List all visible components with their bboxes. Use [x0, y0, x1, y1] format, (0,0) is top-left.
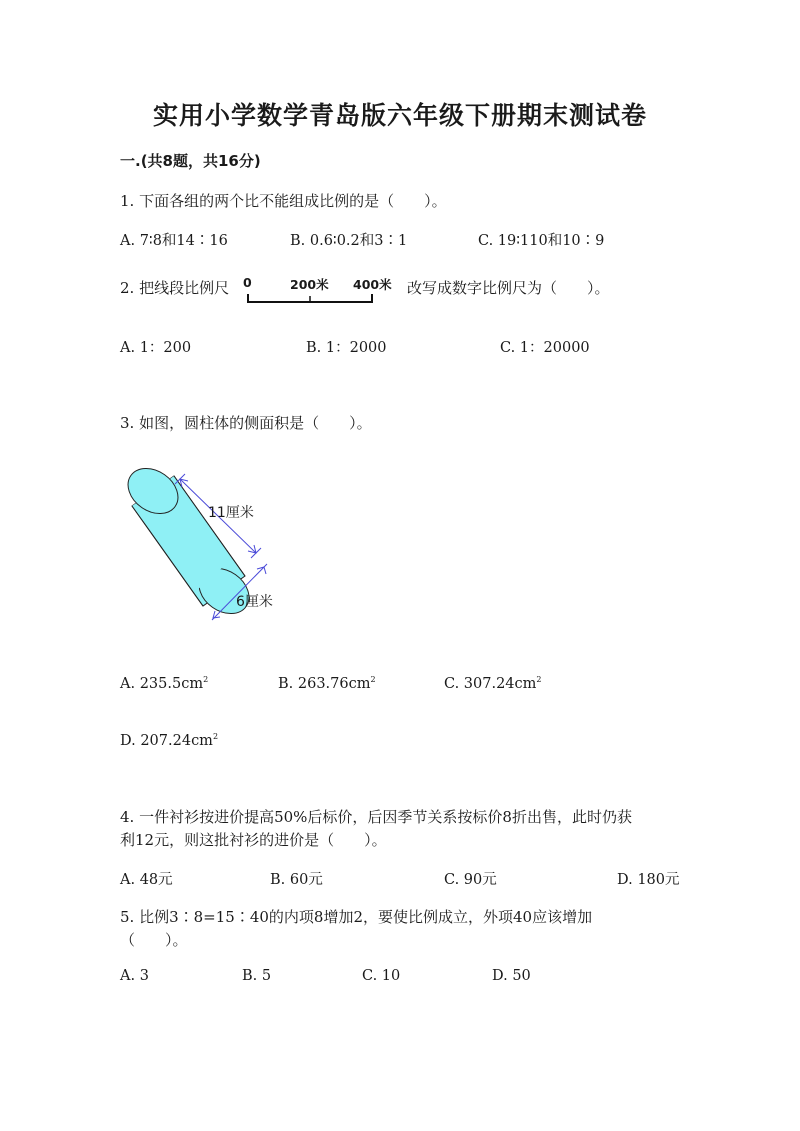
cylinder-height-label: 11厘米: [208, 505, 254, 521]
scale-label-200: 200米: [290, 277, 329, 292]
question-5-stem-line2: （ ）。: [120, 931, 188, 949]
page-title: 实用小学数学青岛版六年级下册期末测试卷: [152, 101, 647, 130]
q4-option-b: B. 60元: [270, 872, 323, 888]
question-3-stem: 3. 如图，圆柱体的侧面积是（ ）。: [120, 414, 372, 432]
q3-option-c: C. $307.24cm^2$: [444, 675, 542, 692]
question-2-stem-after: 改写成数字比例尺为（ ）。: [407, 279, 610, 297]
question-4-stem-line2: 利12元，则这批衬衫的进价是（ ）。: [120, 831, 387, 849]
q5-option-a: A. 3: [120, 968, 149, 984]
q5-option-c: C. 10: [362, 968, 401, 984]
scale-bar: [240, 290, 400, 306]
cylinder-diameter-label: 6厘米: [236, 594, 273, 610]
q5-option-b: B. 5: [242, 968, 272, 984]
q2-option-c: C. 1：20000: [500, 340, 590, 356]
question-1-stem: 1. 下面各组的两个比不能组成比例的是（ ）。: [120, 192, 447, 210]
q4-option-a: A. 48元: [120, 872, 173, 888]
q4-option-d: D. 180元: [617, 872, 680, 888]
line-scale-figure: [240, 272, 400, 306]
question-2-stem-before: 2. 把线段比例尺: [120, 279, 230, 297]
q2-option-b: B. 1：2000: [306, 340, 387, 356]
scale-label-0: 0: [243, 275, 252, 290]
q2-option-a: A. 1：200: [120, 340, 192, 356]
q5-option-d: D. 50: [492, 968, 531, 984]
q3-option-a: A. $235.5cm^2$: [120, 675, 209, 692]
q3-option-b: B. $263.76cm^2$: [278, 675, 376, 692]
q1-option-a: A. 7∶8和14∶16: [120, 233, 228, 249]
q4-option-c: C. 90元: [444, 872, 497, 888]
question-4-stem-line1: 4. 一件衬衫按进价提高50%后标价，后因季节关系按标价8折出售，此时仍获: [120, 808, 632, 826]
q3-option-d: D. $207.24cm^2$: [120, 732, 219, 749]
cylinder-figure: [120, 465, 320, 625]
q1-option-b: B. 0.6∶0.2和3∶1: [290, 233, 408, 249]
section-heading: 一.(共8题，共16分): [120, 152, 261, 170]
question-5-stem-line1: 5. 比例3∶8=15∶40的内项8增加2，要使比例成立，外项40应该增加: [120, 908, 593, 926]
scale-label-400: 400米: [353, 277, 392, 292]
q1-option-c: C. 19∶110和10∶9: [478, 233, 605, 249]
